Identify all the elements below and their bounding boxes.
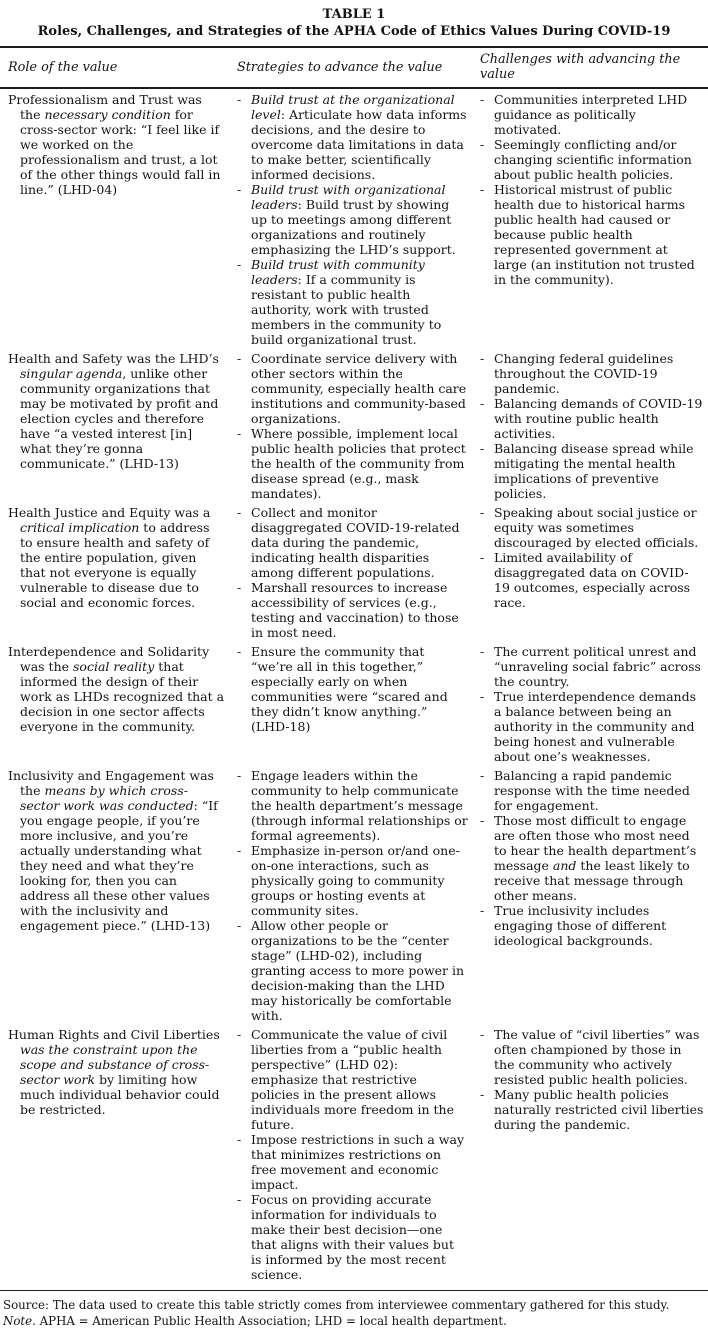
bullet-dash: - bbox=[237, 918, 242, 933]
strategy-item-text: Emphasize in-person or/and one-on-one interactions, such as physically going to community groups or hosting events at community sites. bbox=[251, 843, 460, 918]
bullet-dash: - bbox=[237, 843, 242, 858]
strategy-item-cell bbox=[229, 348, 472, 502]
column-header-challenges: Challenges with advancing the value bbox=[472, 47, 708, 88]
strategy-item bbox=[237, 918, 468, 1023]
challenge-item bbox=[480, 903, 704, 948]
bullet-dash: - bbox=[237, 505, 242, 520]
bullet-dash: - bbox=[480, 505, 485, 520]
challenge-item bbox=[480, 813, 704, 903]
bullet-dash: - bbox=[480, 1087, 485, 1102]
strategy-item bbox=[237, 1192, 468, 1282]
challenge-item-text: Speaking about social justice or equity was sometimes discouraged by elected officials. bbox=[494, 505, 699, 550]
bullet-dash: - bbox=[480, 441, 485, 456]
bullet-dash: - bbox=[237, 182, 242, 197]
challenge-item-text: Seemingly conflicting and/or changing scientific information about public health policies. bbox=[494, 137, 692, 182]
strategy-item-text: Build trust with organizational leaders: Build trust by showing up to meetings among different organizations and routinely emphasizing the LHD’s support. bbox=[251, 182, 456, 257]
challenge-item-text: Limited availability of disaggregated data on COVID-19 outcomes, especially across race. bbox=[494, 550, 691, 610]
strategy-item-text: Collect and monitor disaggregated COVID-19-related data during the pandemic, indicating health disparities among different populations. bbox=[251, 505, 460, 580]
challenge-item-text: The current political unrest and “unraveling social fabric” across the country. bbox=[494, 644, 701, 689]
challenge-item bbox=[480, 351, 704, 396]
role-cell bbox=[0, 1024, 229, 1291]
challenge-item bbox=[480, 441, 704, 501]
challenge-item-cell bbox=[472, 765, 708, 1024]
challenge-item-text: True interdependence demands a balance between being an authority in the community and being honest and vulnerable about one’s weaknesses. bbox=[494, 689, 697, 764]
strategy-item-text: Build trust with community leaders: If a community is resistant to public health authority, work with trusted members in the community to build organizational trust. bbox=[251, 257, 442, 347]
bullet-dash: - bbox=[237, 257, 242, 272]
bullet-dash: - bbox=[237, 580, 242, 595]
role-cell bbox=[0, 502, 229, 641]
strategy-item bbox=[237, 644, 468, 734]
challenge-item-text: True inclusivity includes engaging those of different ideological backgrounds. bbox=[494, 903, 667, 948]
bullet-dash: - bbox=[480, 92, 485, 107]
ethics-values-table bbox=[0, 46, 708, 1291]
challenge-item bbox=[480, 689, 704, 764]
table-row bbox=[0, 348, 708, 502]
challenge-item-text: Many public health policies naturally restricted civil liberties during the pandemic. bbox=[494, 1087, 704, 1132]
challenge-item-cell bbox=[472, 348, 708, 502]
role-cell bbox=[0, 641, 229, 765]
role-text: Interdependence and Solidarity was the social reality that informed the design of their work as LHDs recognized that a decision in one sector affects everyone in the community. bbox=[8, 644, 225, 734]
bullet-dash: - bbox=[480, 689, 485, 704]
challenge-item-text: Those most difficult to engage are often those who most need to hear the health department’s message and the least likely to receive that message through other means. bbox=[494, 813, 697, 903]
strategy-item-text: Marshall resources to increase accessibility of services (e.g., testing and vaccination) to those in most need. bbox=[251, 580, 459, 640]
strategy-item bbox=[237, 1132, 468, 1192]
bullet-dash: - bbox=[237, 768, 242, 783]
challenge-item bbox=[480, 1087, 704, 1132]
role-text: Inclusivity and Engagement was the means by which cross-sector work was conducted: “If you engage people, if you’re more inclusive, and you’re actually understanding what they need and what they’re looking for, then you can address all these other values with the inclusivity and engagement piece.” (LHD-13) bbox=[8, 768, 218, 933]
strategy-item bbox=[237, 92, 468, 182]
challenge-item bbox=[480, 505, 704, 550]
bullet-dash: - bbox=[480, 1027, 485, 1042]
abbreviations-note: Note. APHA = American Public Health Association; LHD = local health department. bbox=[3, 1313, 507, 1328]
role-text: Health Justice and Equity was a critical implication to address to ensure health and safety of the entire population, given that not everyone is equally vulnerable to disease due to social and economic forces. bbox=[8, 505, 211, 610]
bullet-dash: - bbox=[480, 396, 485, 411]
table-title-block bbox=[0, 6, 708, 40]
challenge-item bbox=[480, 396, 704, 441]
table-row bbox=[0, 641, 708, 765]
role-text: Human Rights and Civil Liberties was the constraint upon the scope and substance of cross-sector work by limiting how much individual behavior could be restricted. bbox=[8, 1027, 220, 1117]
challenge-item-cell bbox=[472, 1024, 708, 1291]
challenge-item bbox=[480, 182, 704, 287]
bullet-dash: - bbox=[480, 813, 485, 828]
strategy-item bbox=[237, 426, 468, 501]
strategy-item bbox=[237, 182, 468, 257]
table-footnotes bbox=[0, 1291, 708, 1339]
bullet-dash: - bbox=[237, 1132, 242, 1147]
bullet-dash: - bbox=[480, 550, 485, 565]
challenge-item-text: Balancing a rapid pandemic response with the time needed for engagement. bbox=[494, 768, 690, 813]
strategy-item-text: Where possible, implement local public health policies that protect the health of the community from disease spread (e.g., mask mandates). bbox=[251, 426, 466, 501]
challenge-item-text: The value of “civil liberties” was often championed by those in the community who actively resisted public health policies. bbox=[494, 1027, 700, 1087]
source-note: Source: The data used to create this table strictly comes from interviewee commentary gathered for this study. bbox=[3, 1298, 670, 1312]
challenge-item bbox=[480, 1027, 704, 1087]
table-header-row bbox=[0, 47, 708, 88]
strategy-item bbox=[237, 843, 468, 918]
challenge-item bbox=[480, 92, 704, 137]
strategy-item-text: Focus on providing accurate information for individuals to make their best decision—one that aligns with their values but is informed by the most recent science. bbox=[251, 1192, 454, 1282]
strategy-item-text: Ensure the community that “we’re all in this together,” especially early on when communities were “scared and they didn’t know anything.” (LHD-18) bbox=[251, 644, 448, 734]
strategy-item bbox=[237, 351, 468, 426]
strategy-item-cell bbox=[229, 641, 472, 765]
column-header-strategies: Strategies to advance the value bbox=[229, 47, 472, 88]
strategy-item-text: Coordinate service delivery with other sectors within the community, especially health care institutions and community-based organizations. bbox=[251, 351, 467, 426]
bullet-dash: - bbox=[237, 426, 242, 441]
strategy-item-cell bbox=[229, 502, 472, 641]
challenge-item-text: Balancing demands of COVID-19 with routine public health activities. bbox=[494, 396, 703, 441]
challenge-item-cell bbox=[472, 502, 708, 641]
challenge-item-text: Balancing disease spread while mitigating the mental health implications of preventive policies. bbox=[494, 441, 694, 501]
bullet-dash: - bbox=[480, 182, 485, 197]
challenge-item-text: Communities interpreted LHD guidance as politically motivated. bbox=[494, 92, 688, 137]
strategy-item bbox=[237, 505, 468, 580]
role-cell bbox=[0, 765, 229, 1024]
table-title: Roles, Challenges, and Strategies of the APHA Code of Ethics Values During COVID-19 bbox=[37, 24, 671, 39]
challenge-item bbox=[480, 550, 704, 610]
strategy-item-text: Impose restrictions in such a way that minimizes restrictions on free movement and economic impact. bbox=[251, 1132, 465, 1192]
table-row bbox=[0, 502, 708, 641]
table-row bbox=[0, 88, 708, 348]
bullet-dash: - bbox=[237, 1192, 242, 1207]
column-header-role: Role of the value bbox=[0, 47, 229, 88]
strategy-item bbox=[237, 257, 468, 347]
challenge-item-cell bbox=[472, 641, 708, 765]
role-text: Health and Safety was the LHD’s singular agenda, unlike other community organizations that may be motivated by profit and election cycles and therefore have “a vested interest [in] what they’re gonna communicate.” (LHD-13) bbox=[8, 351, 219, 471]
strategy-item bbox=[237, 1027, 468, 1132]
strategy-item-text: Communicate the value of civil liberties from a “public health perspective” (LHD 02): emphasize that restrictive policies in the present allows individuals more freedom in the future. bbox=[251, 1027, 454, 1132]
table-number: TABLE 1 bbox=[322, 7, 386, 22]
challenge-item-cell bbox=[472, 88, 708, 348]
strategy-item-text: Allow other people or organizations to be the “center stage” (LHD-02), including granting access to more power in decision-making than the LHD may historically be comfortable with. bbox=[251, 918, 465, 1023]
challenge-item bbox=[480, 137, 704, 182]
bullet-dash: - bbox=[237, 351, 242, 366]
table-row bbox=[0, 765, 708, 1024]
strategy-item-cell bbox=[229, 1024, 472, 1291]
strategy-item-cell bbox=[229, 765, 472, 1024]
challenge-item bbox=[480, 768, 704, 813]
role-cell bbox=[0, 88, 229, 348]
bullet-dash: - bbox=[480, 137, 485, 152]
challenge-item bbox=[480, 644, 704, 689]
bullet-dash: - bbox=[480, 644, 485, 659]
strategy-item-text: Engage leaders within the community to help communicate the health department’s message (through informal relationships or formal agreements). bbox=[251, 768, 468, 843]
bullet-dash: - bbox=[237, 1027, 242, 1042]
bullet-dash: - bbox=[237, 644, 242, 659]
strategy-item-cell bbox=[229, 88, 472, 348]
table-body bbox=[0, 88, 708, 1291]
strategy-item bbox=[237, 768, 468, 843]
bullet-dash: - bbox=[237, 92, 242, 107]
challenge-item-text: Historical mistrust of public health due to historical harms public health had caused or because public health represented government at large (an institution not trusted in the community). bbox=[494, 182, 695, 287]
challenge-item-text: Changing federal guidelines throughout the COVID-19 pandemic. bbox=[494, 351, 674, 396]
bullet-dash: - bbox=[480, 903, 485, 918]
strategy-item bbox=[237, 580, 468, 640]
role-cell bbox=[0, 348, 229, 502]
table-row bbox=[0, 1024, 708, 1291]
bullet-dash: - bbox=[480, 768, 485, 783]
bullet-dash: - bbox=[480, 351, 485, 366]
role-text: Professionalism and Trust was the necessary condition for cross-sector work: “I feel like if we worked on the professionalism and trust, a lot of the other things would fall in line.” (LHD-04) bbox=[8, 92, 221, 197]
strategy-item-text: Build trust at the organizational level: Articulate how data informs decisions, and the desire to overcome data limitations in data to make better, scientifically informed decisions. bbox=[251, 92, 467, 182]
